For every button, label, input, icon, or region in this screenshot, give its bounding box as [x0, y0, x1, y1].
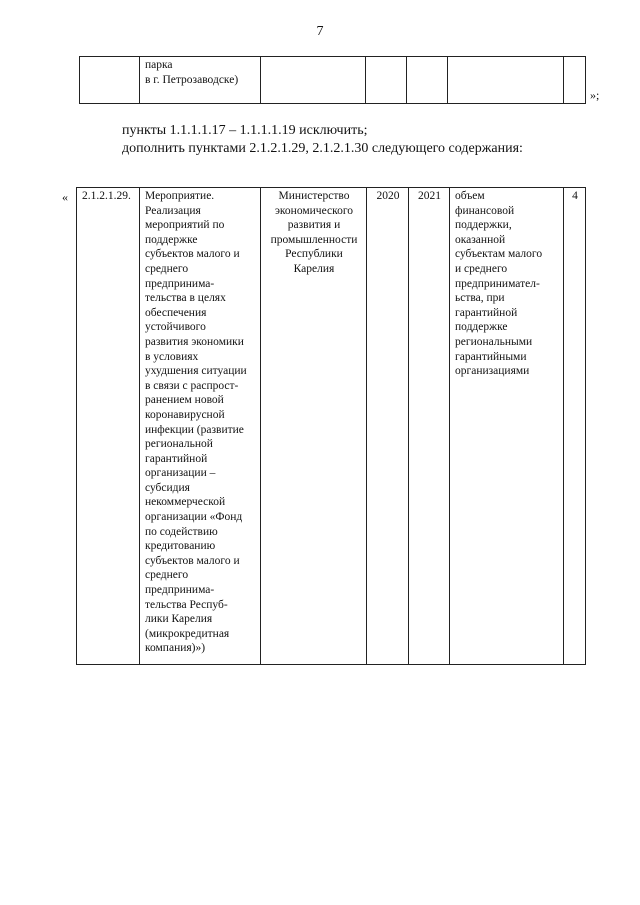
table-row [77, 188, 586, 665]
table-cell-indicator [448, 57, 564, 104]
table-cell-end-year [407, 57, 448, 104]
continued-table-fragment [79, 56, 586, 104]
item-description: Мероприятие. Реализация мероприятий по поддержке субъектов малого и среднего предпринима- тельства в целях обеспечения устойчивого развития экономики в условиях ухудшения ситуации в связи с распрост- ранением новой коронавирусной инфекции (развитие региональной гарантийной организации – субсидия некоммерческой организации «Фонд по содействию кредитованию субъектов малого и среднего предпринима- тельства Респуб- лики Карелия (микрокредитная компания)») [140, 188, 261, 665]
table-cell-start-year [366, 57, 407, 104]
page-number: 7 [316, 24, 324, 39]
item-indicator: объем финансовой поддержки, оказанной субъектам малого и среднего предпринимател- ьства, при гарантийной поддержке региональными гарантийными организациями [450, 188, 564, 665]
table-cell-number [80, 57, 140, 104]
table-row [80, 57, 586, 104]
added-item-table [76, 187, 586, 665]
item-number: 2.1.2.1.29. [77, 188, 140, 665]
item-start-year: 2020 [367, 188, 409, 665]
table-cell-description: парка в г. Петрозаводске) [140, 57, 261, 104]
item-end-year: 2021 [409, 188, 450, 665]
instruction-exclude-items: пункты 1.1.1.1.17 – 1.1.1.1.19 исключить; [122, 123, 368, 138]
item-executor: Министерство экономического развития и промышленности Республики Карелия [261, 188, 367, 665]
table-cell-value [564, 57, 586, 104]
instruction-add-items: дополнить пунктами 2.1.2.1.29, 2.1.2.1.30 следующего содержания: [122, 141, 523, 156]
table-cell-executor [261, 57, 366, 104]
item-value: 4 [564, 188, 586, 665]
closing-quote: »; [590, 88, 600, 102]
opening-quote: « [62, 190, 68, 204]
